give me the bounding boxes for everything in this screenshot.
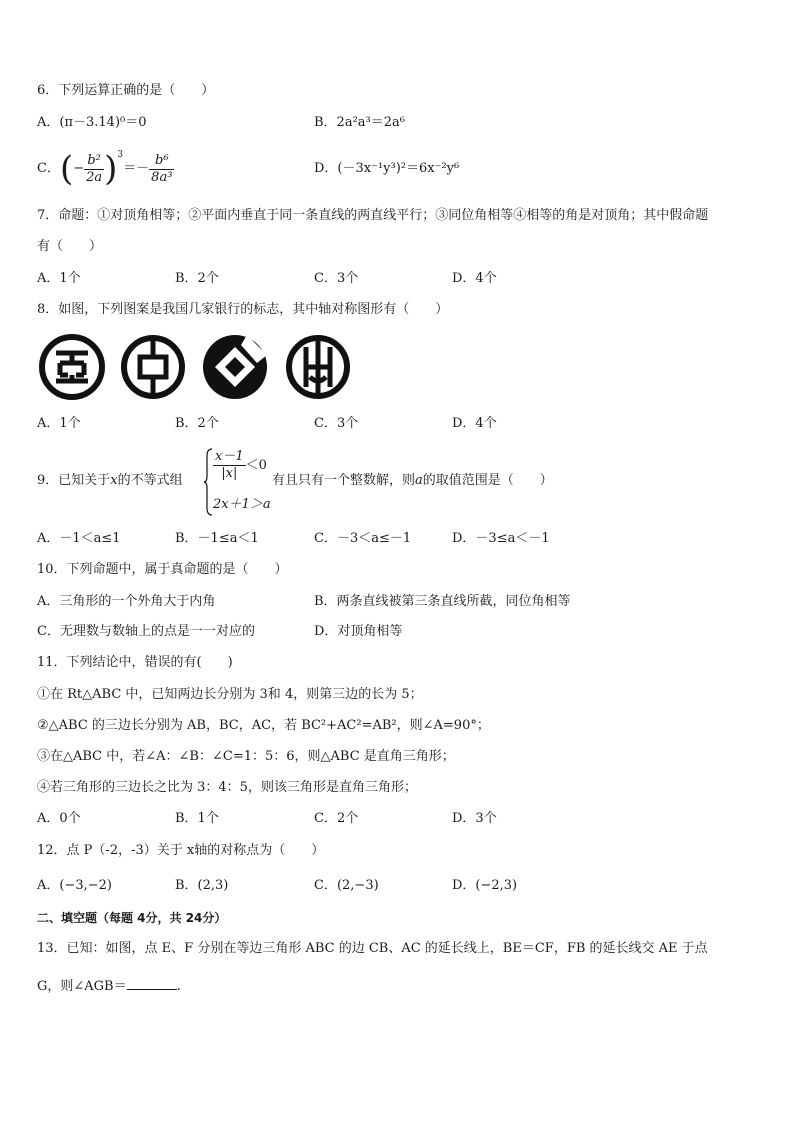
q11-option-c: C．2个	[314, 811, 359, 826]
q7-option-b: B．2个	[175, 271, 219, 286]
q6-option-d: D．(－3x⁻¹y³)²＝6x⁻²y⁶	[314, 161, 460, 176]
q11-option-b: B．1个	[175, 811, 219, 826]
q11-statement-3: ③在△ABC 中，若∠A：∠B：∠C=1：5：6，则△ABC 是直角三角形；	[37, 749, 455, 764]
q7-stem-line1: 7．命题：①对顶角相等；②平面内垂直于同一条直线的两直线平行；③同位角相等④相等的角是对顶角；其中假命题	[37, 208, 709, 223]
q6-c-frac2: $\frac{\text{b⁶}}{\text{8a³}}$	[151, 152, 173, 185]
q10-option-b: B．两条直线被第三条直线所截，同位角相等	[314, 594, 571, 609]
q11-statement-1: ①在 Rt△ABC 中，已知两边长分别为 3和 4，则第三边的长为 5；	[37, 687, 423, 702]
q9-option-c: C．－3＜a≤－1	[314, 531, 412, 546]
q6-c-frac1: $\frac{\text{b²}}{2a}$	[86, 152, 103, 185]
section-heading-fill-blank: 二、填空题（每题 4分，共 24分）	[37, 911, 227, 925]
icbc-logo	[38, 333, 106, 401]
q8-option-d: D．4个	[452, 416, 497, 431]
q9-ineq2: 2x＋1＞a	[213, 497, 271, 512]
q6-option-a: A．(π－3.14)⁰＝0	[37, 115, 147, 130]
q6-stem: 6．下列运算正确的是（ ）	[37, 83, 215, 98]
q8-option-c: C．3个	[314, 416, 359, 431]
boc-logo	[119, 333, 187, 401]
q12-option-d: D．(−2,3)	[452, 878, 518, 893]
q9-stem-post: 有且只有一个整数解，则a的取值范围是（ ）	[272, 473, 553, 488]
q9-stem-pre: 9．已知关于x的不等式组	[37, 473, 183, 488]
q8-stem: 8．如图，下列图案是我国几家银行的标志，其中轴对称图形有（ ）	[37, 302, 449, 317]
q10-option-d: D．对顶角相等	[314, 624, 403, 639]
q10-option-c: C．无理数与数轴上的点是一一对应的	[37, 624, 255, 639]
q12-stem: 12．点 P（-2，-3）关于 x轴的对称点为（ ）	[37, 843, 325, 858]
q11-statement-2: ②△ABC 的三边长分别为 AB，BC，AC，若 BC²+AC²=AB²，则∠A=90°；	[37, 718, 490, 733]
q6-c-label: C．	[37, 161, 60, 176]
q12-option-c: C．(2,−3)	[314, 878, 379, 893]
q10-option-a: A．三角形的一个外角大于内角	[37, 594, 216, 609]
q13-line2: G，则∠AGB＝ .	[37, 979, 181, 994]
q12-option-a: A．(−3,−2)	[37, 878, 112, 893]
q13-answer-blank[interactable]	[127, 977, 177, 990]
q8-option-a: A．1个	[37, 416, 81, 431]
q10-stem: 10．下列命题中，属于真命题的是（ ）	[37, 562, 288, 577]
q9-option-d: D．－3≤a＜－1	[452, 531, 550, 546]
q11-option-a: A．0个	[37, 811, 81, 826]
q6-option-b: B．2a²a³＝2a⁶	[314, 115, 405, 130]
q12-option-b: B．(2,3)	[175, 878, 229, 893]
q7-option-d: D．4个	[452, 271, 497, 286]
q8-option-b: B．2个	[175, 416, 219, 431]
ccb-logo	[201, 333, 269, 401]
q7-stem-line2: 有（ ）	[37, 239, 103, 254]
q11-option-d: D．3个	[452, 811, 497, 826]
q7-option-c: C．3个	[314, 271, 359, 286]
q9-ineq1: $\frac{x-1}{|x|}$ ＜0	[215, 449, 267, 481]
q7-option-a: A．1个	[37, 271, 81, 286]
q9-option-b: B．－1≤a＜1	[175, 531, 259, 546]
abc-logo	[284, 333, 352, 401]
q9-option-a: A．－1＜a≤1	[37, 531, 121, 546]
system-brace	[203, 448, 213, 516]
q11-stem: 11．下列结论中，错误的有( )	[37, 655, 233, 670]
q13-line1: 13．已知：如图，点 E、F 分别在等边三角形 ABC 的边 CB、AC 的延长线上，BE＝CF，FB 的延长线交 AE 于点	[37, 941, 708, 956]
q11-statement-4: ④若三角形的三边长之比为 3：4：5，则该三角形是直角三角形；	[37, 780, 417, 795]
q6-option-c: C． ( − $\frac{\text{b²}}{2a}$ ) $^3$ ＝－ $\frac{\text{b⁶}}{\text{8a³}}$	[37, 149, 173, 189]
